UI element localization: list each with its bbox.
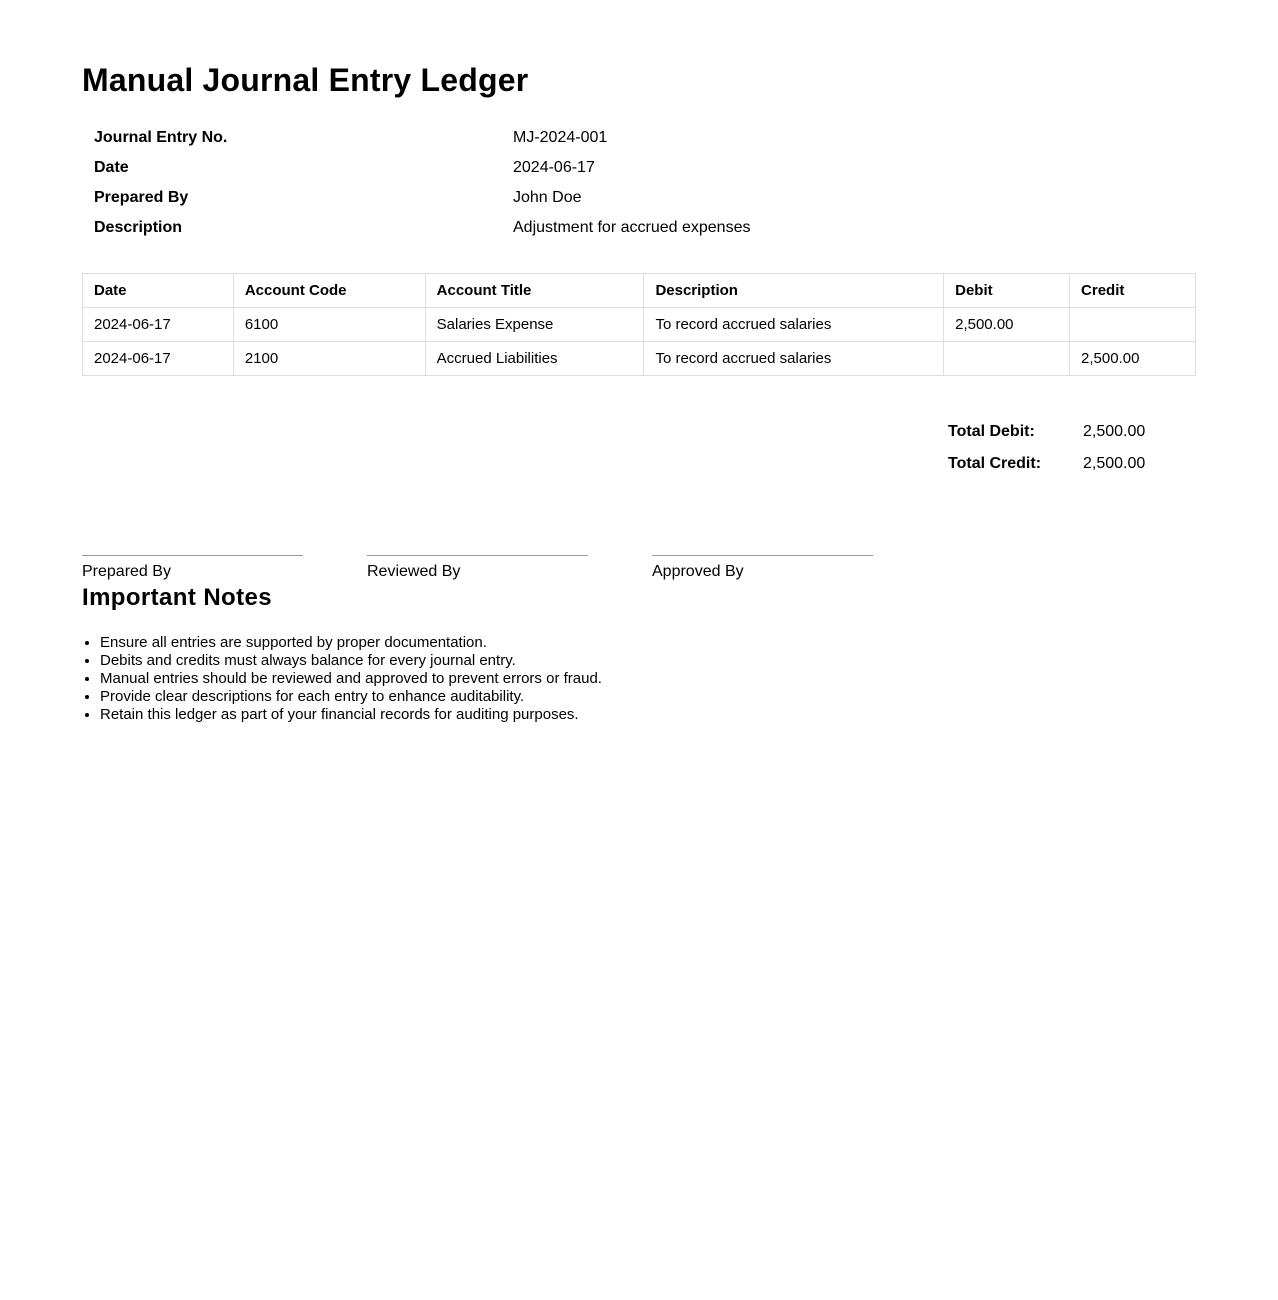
page-title: Manual Journal Entry Ledger: [82, 62, 529, 98]
meta-label-prepared-by: Prepared By: [94, 189, 189, 206]
signatures-section: [82, 555, 1196, 581]
signature-label-approved-by: Approved By: [652, 563, 744, 580]
list-item: • Debits and credits must always balance for every journal entry.: [100, 652, 1196, 670]
column-header-date: Date: [83, 274, 234, 308]
notes-heading: Important Notes: [82, 584, 273, 611]
total-debit-row: [948, 422, 1173, 441]
journal-entries-table: [82, 273, 1196, 376]
list-item: • Manual entries should be reviewed and approved to prevent errors or fraud.: [100, 670, 1196, 688]
cell-debit: [944, 342, 1070, 376]
cell-account-code: 6100: [233, 308, 425, 342]
meta-label-journal-entry-no: Journal Entry No.: [94, 129, 228, 146]
cell-debit: 2,500.00: [944, 308, 1070, 342]
signature-label-prepared-by: Prepared By: [82, 563, 171, 580]
column-header-account-title: Account Title: [425, 274, 644, 308]
column-header-debit: Debit: [944, 274, 1070, 308]
signature-line: [367, 555, 588, 556]
table-row: [83, 342, 1196, 376]
total-debit-value: 2,500.00: [1083, 423, 1146, 440]
list-item: • Ensure all entries are supported by proper documentation.: [100, 634, 1196, 652]
meta-row-prepared-by: [82, 183, 1196, 213]
cell-date: 2024-06-17: [83, 308, 234, 342]
column-header-description: Description: [644, 274, 944, 308]
cell-account-title: Salaries Expense: [425, 308, 644, 342]
meta-value-journal-entry-no: MJ-2024-001: [513, 129, 608, 146]
cell-date: 2024-06-17: [83, 342, 234, 376]
meta-row-date: [82, 153, 1196, 183]
meta-row-description: [82, 213, 1196, 243]
signature-block-prepared-by: [82, 555, 303, 581]
signature-block-reviewed-by: [367, 555, 588, 581]
meta-value-description: Adjustment for accrued expenses: [513, 219, 751, 236]
meta-row-journal-entry-no: [82, 123, 1196, 153]
cell-description: To record accrued salaries: [644, 342, 944, 376]
signature-line: [652, 555, 873, 556]
column-header-account-code: Account Code: [233, 274, 425, 308]
cell-account-code: 2100: [233, 342, 425, 376]
meta-label-date: Date: [94, 159, 129, 176]
column-header-credit: Credit: [1070, 274, 1196, 308]
signature-label-reviewed-by: Reviewed By: [367, 563, 461, 580]
table-row: [83, 308, 1196, 342]
metadata-table: [82, 123, 1196, 243]
list-item: • Provide clear descriptions for each entry to enhance auditability.: [100, 688, 1196, 706]
notes-list: [82, 634, 1196, 724]
entries-header-row: [83, 274, 1196, 308]
meta-label-description: Description: [94, 219, 183, 236]
cell-credit: [1070, 308, 1196, 342]
meta-value-prepared-by: John Doe: [513, 189, 582, 206]
total-debit-label: Total Debit:: [948, 423, 1035, 440]
signature-block-approved-by: [652, 555, 873, 581]
totals-section: [948, 422, 1173, 473]
cell-credit: 2,500.00: [1070, 342, 1196, 376]
signature-line: [82, 555, 303, 556]
cell-account-title: Accrued Liabilities: [425, 342, 644, 376]
meta-value-date: 2024-06-17: [513, 159, 595, 176]
total-credit-row: [948, 454, 1173, 473]
cell-description: To record accrued salaries: [644, 308, 944, 342]
total-credit-value: 2,500.00: [1083, 455, 1146, 472]
list-item: • Retain this ledger as part of your financial records for auditing purposes.: [100, 706, 1196, 724]
total-credit-label: Total Credit:: [948, 455, 1042, 472]
